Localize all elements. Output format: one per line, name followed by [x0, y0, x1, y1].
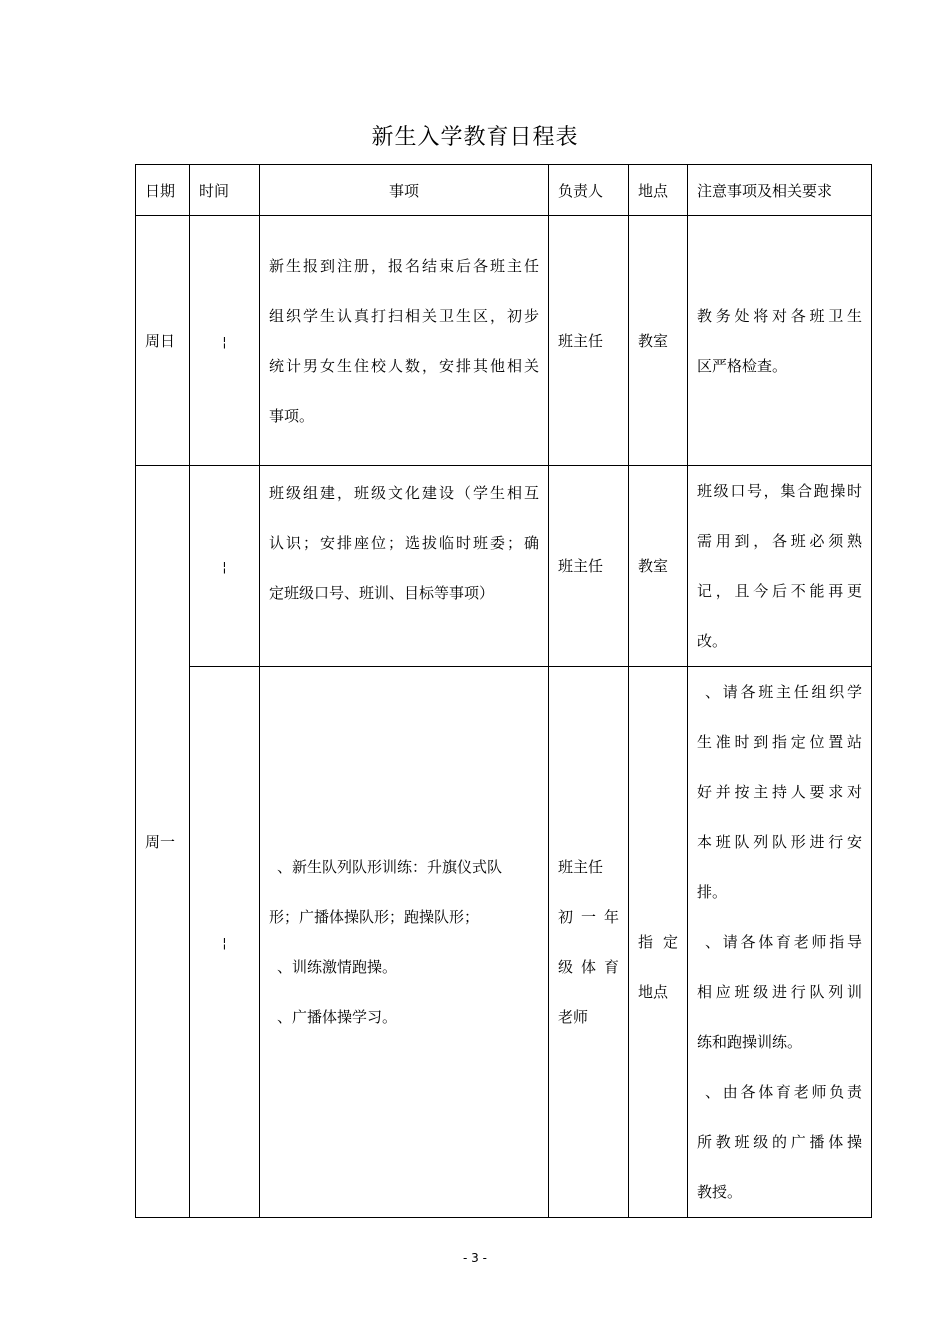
notes-cell: 、请各班主任组织学 生准时到指定位置站 好并按主持人要求对 本班队列队形进行安 排。 、请各体育老师指导 相应班级进行队列训 练和跑操训练。 、由各体育老师负责 所教班级的广播体操 教授。: [688, 667, 872, 1218]
header-place: 地点: [629, 165, 688, 216]
item-cell: 、新生队列队形训练：升旗仪式队 形；广播体操队形；跑操队形； 、训练激情跑操。 、广播体操学习。: [260, 667, 549, 1218]
notes-cell: 班级口号，集合跑操时 需用到，各班必须熟 记，且今后不能再更 改。: [688, 466, 872, 667]
header-person: 负责人: [549, 165, 629, 216]
date-cell: 周一: [136, 466, 190, 1218]
person-cell: 班主任: [549, 466, 629, 667]
table-row: [136, 466, 872, 667]
item-cell: 班级组建，班级文化建设（学生相互 认识；安排座位；选拔临时班委；确 定班级口号、班训、目标等事项）: [260, 466, 549, 667]
schedule-table: [135, 164, 872, 1218]
header-notes: 注意事项及相关要求: [688, 165, 872, 216]
header-date: 日期: [136, 165, 190, 216]
table-row: [136, 667, 872, 1218]
header-time: 时间: [190, 165, 260, 216]
date-cell: 周日: [136, 216, 190, 466]
time-cell: ¦: [190, 667, 260, 1218]
place-cell: 教室: [629, 216, 688, 466]
item-cell: 新生报到注册，报名结束后各班主任 组织学生认真打扫相关卫生区，初步 统计男女生住校人数，安排其他相关 事项。: [260, 216, 549, 466]
place-cell: 教室: [629, 466, 688, 667]
notes-cell: 教务处将对各班卫生 区严格检查。: [688, 216, 872, 466]
table-row: [136, 216, 872, 466]
page-title: 新生入学教育日程表: [371, 125, 579, 150]
time-cell: ¦: [190, 466, 260, 667]
time-cell: ¦: [190, 216, 260, 466]
table-header-row: [136, 165, 872, 216]
person-cell: 班主任 初 一 年 级 体 育 老师: [549, 667, 629, 1218]
place-cell: 指 定 地点: [629, 667, 688, 1218]
page-number: - 3 -: [463, 1251, 487, 1265]
person-cell: 班主任: [549, 216, 629, 466]
header-item: 事项: [260, 165, 549, 216]
